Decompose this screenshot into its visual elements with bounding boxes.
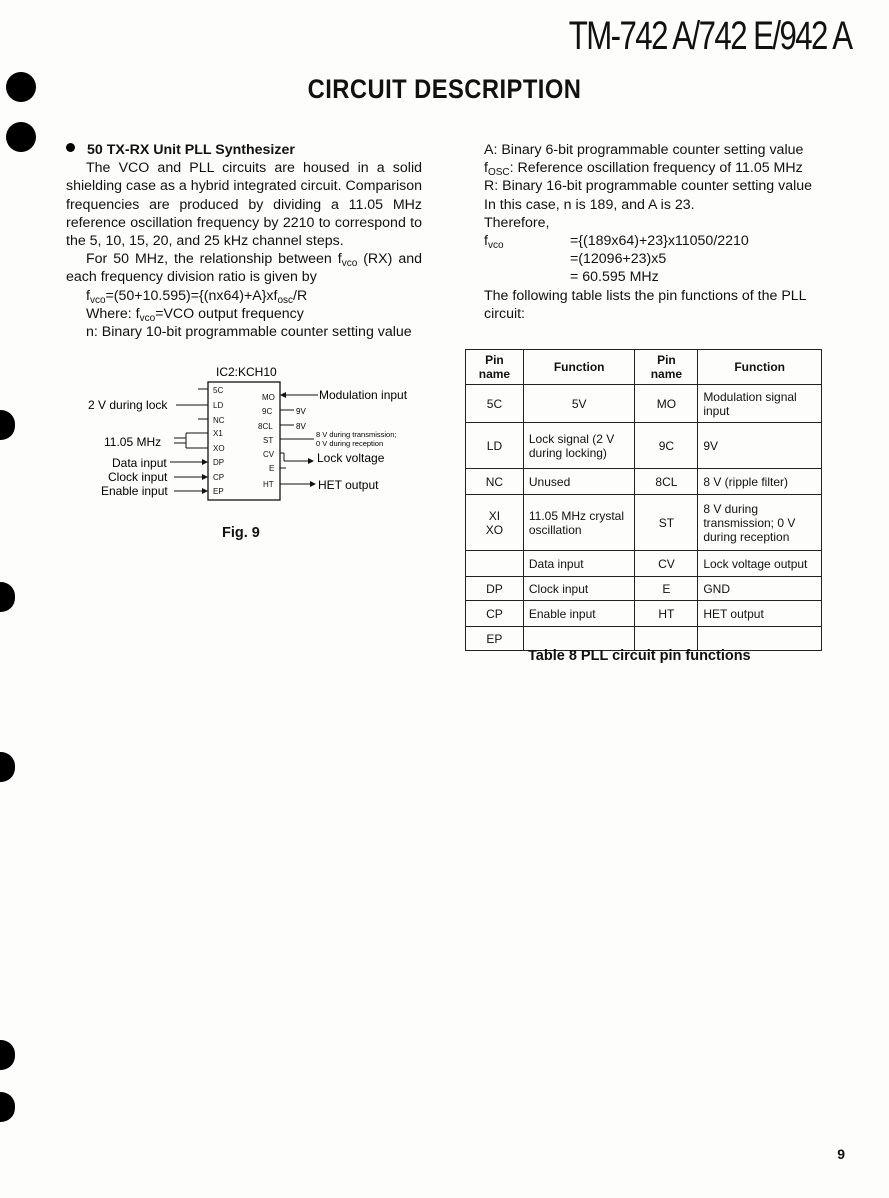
table-row: NC Unused 8CL 8 V (ripple filter) <box>466 469 822 495</box>
pin-ld: LD <box>213 401 224 410</box>
pin-5c: 5C <box>213 386 224 395</box>
label-2v-lock: 2 V during lock <box>88 398 168 412</box>
pin-ht: HT <box>263 480 274 489</box>
table-row: DP Clock input E GND <box>466 577 822 601</box>
pin-cp: CP <box>213 473 225 482</box>
figure-caption: Fig. 9 <box>222 525 260 541</box>
ic-name: IC2:KCH10 <box>216 365 277 379</box>
pin-e: E <box>269 464 275 473</box>
table-row: XI XO 11.05 MHz crystal oscillation ST 8 V during transmission; 0 V during reception <box>466 495 822 551</box>
a-definition: A: Binary 6-bit programmable counter setting value <box>484 142 804 158</box>
binder-notch <box>0 582 15 612</box>
calculation-step-2: =(12096+23)x5 <box>570 251 667 268</box>
label-st-2: 0 V during reception <box>316 439 384 448</box>
fosc-definition: $f_{OSC}$: Reference oscillation frequency of 11.05 MHz <box>484 160 803 179</box>
left-column <box>66 141 422 341</box>
pin-xo: XO <box>213 444 225 453</box>
calculation-result: = 60.595 MHz <box>570 269 659 286</box>
table-row: Data input CV Lock voltage output <box>466 551 822 577</box>
calculation: Therefore, $f_{vco} =\{(189x64)+23\}x11050/2210$ <box>484 214 749 252</box>
label-data-input: Data input <box>112 456 167 470</box>
header-function: Function <box>698 350 822 385</box>
section-heading: 50 TX-RX Unit PLL Synthesizer <box>66 141 422 159</box>
pin-st: ST <box>263 436 274 445</box>
page-title: CIRCUIT DESCRIPTION <box>307 74 582 104</box>
pin-ep: EP <box>213 487 224 496</box>
header-function: Function <box>523 350 635 385</box>
pin-dp: DP <box>213 458 225 467</box>
paragraph-2: For 50 MHz, the relationship between $f_{vco}$ (RX) and each frequency division ratio is given by <box>66 251 422 286</box>
label-st-1: 8 V during transmission; <box>316 430 397 439</box>
pin-function-table <box>465 349 822 651</box>
formula: $f_{vco}=(50+10.595)=\{(nx64)+A\}xf_{osc}/R$ <box>86 287 308 306</box>
label-clock-input: Clock input <box>108 470 168 484</box>
label-9v: 9V <box>296 407 306 416</box>
binder-hole <box>6 122 36 152</box>
binder-notch <box>0 752 15 782</box>
pll-block-diagram <box>70 360 450 560</box>
table-header-row <box>466 350 822 385</box>
binder-notch <box>0 1092 15 1122</box>
model-number: TM-742 A/742 E/942 A <box>568 14 851 58</box>
label-het-output: HET output <box>318 478 379 492</box>
pin-9c: 9C <box>262 407 273 416</box>
table-row: 5C 5V MO Modulation signal input <box>466 385 822 423</box>
label-enable-input: Enable input <box>101 484 168 498</box>
label-8v: 8V <box>296 422 306 431</box>
table-row: EP <box>466 627 822 651</box>
pin-x1: X1 <box>213 429 223 438</box>
binder-hole <box>6 72 36 102</box>
where-definition: Where: $f_{vco}=VCO$ output frequency <box>86 305 304 324</box>
header-pin-name: Pin name <box>466 350 524 385</box>
bullet-icon <box>66 143 75 152</box>
table-caption: Table 8 PLL circuit pin functions <box>528 648 751 664</box>
label-osc: 11.05 MHz <box>104 435 162 449</box>
label-lock-voltage: Lock voltage <box>317 451 385 465</box>
paragraph-1: The VCO and PLL circuits are housed in a solid shielding case as a hybrid integrated circuit. Comparison frequencies are produced by dividing a 11.05 MHz reference oscillation frequency by 2210 to correspond to the 5, 10, 15, 20, and 25 kHz channel steps. <box>66 160 422 250</box>
table-row: LD Lock signal (2 V during locking) 9C 9V <box>466 423 822 469</box>
pin-mo: MO <box>262 393 275 402</box>
case-text: In this case, n is 189, and A is 23. <box>484 196 695 213</box>
right-column <box>484 141 829 323</box>
table-row: CP Enable input HT HET output <box>466 601 822 627</box>
pin-nc: NC <box>213 416 225 425</box>
binder-notch <box>0 1040 15 1070</box>
pin-cv: CV <box>263 450 275 459</box>
n-definition: n: Binary 10-bit programmable counter setting value <box>86 324 412 341</box>
pin-8cl: 8CL <box>258 422 273 431</box>
binder-notch <box>0 410 15 440</box>
page-number: 9 <box>837 1146 845 1162</box>
header-pin-name: Pin name <box>635 350 698 385</box>
label-modulation-input: Modulation input <box>319 388 408 402</box>
table-intro: The following table lists the pin functions of the PLL circuit: <box>484 287 807 322</box>
r-definition: R: Binary 16-bit programmable counter setting value <box>484 178 813 195</box>
